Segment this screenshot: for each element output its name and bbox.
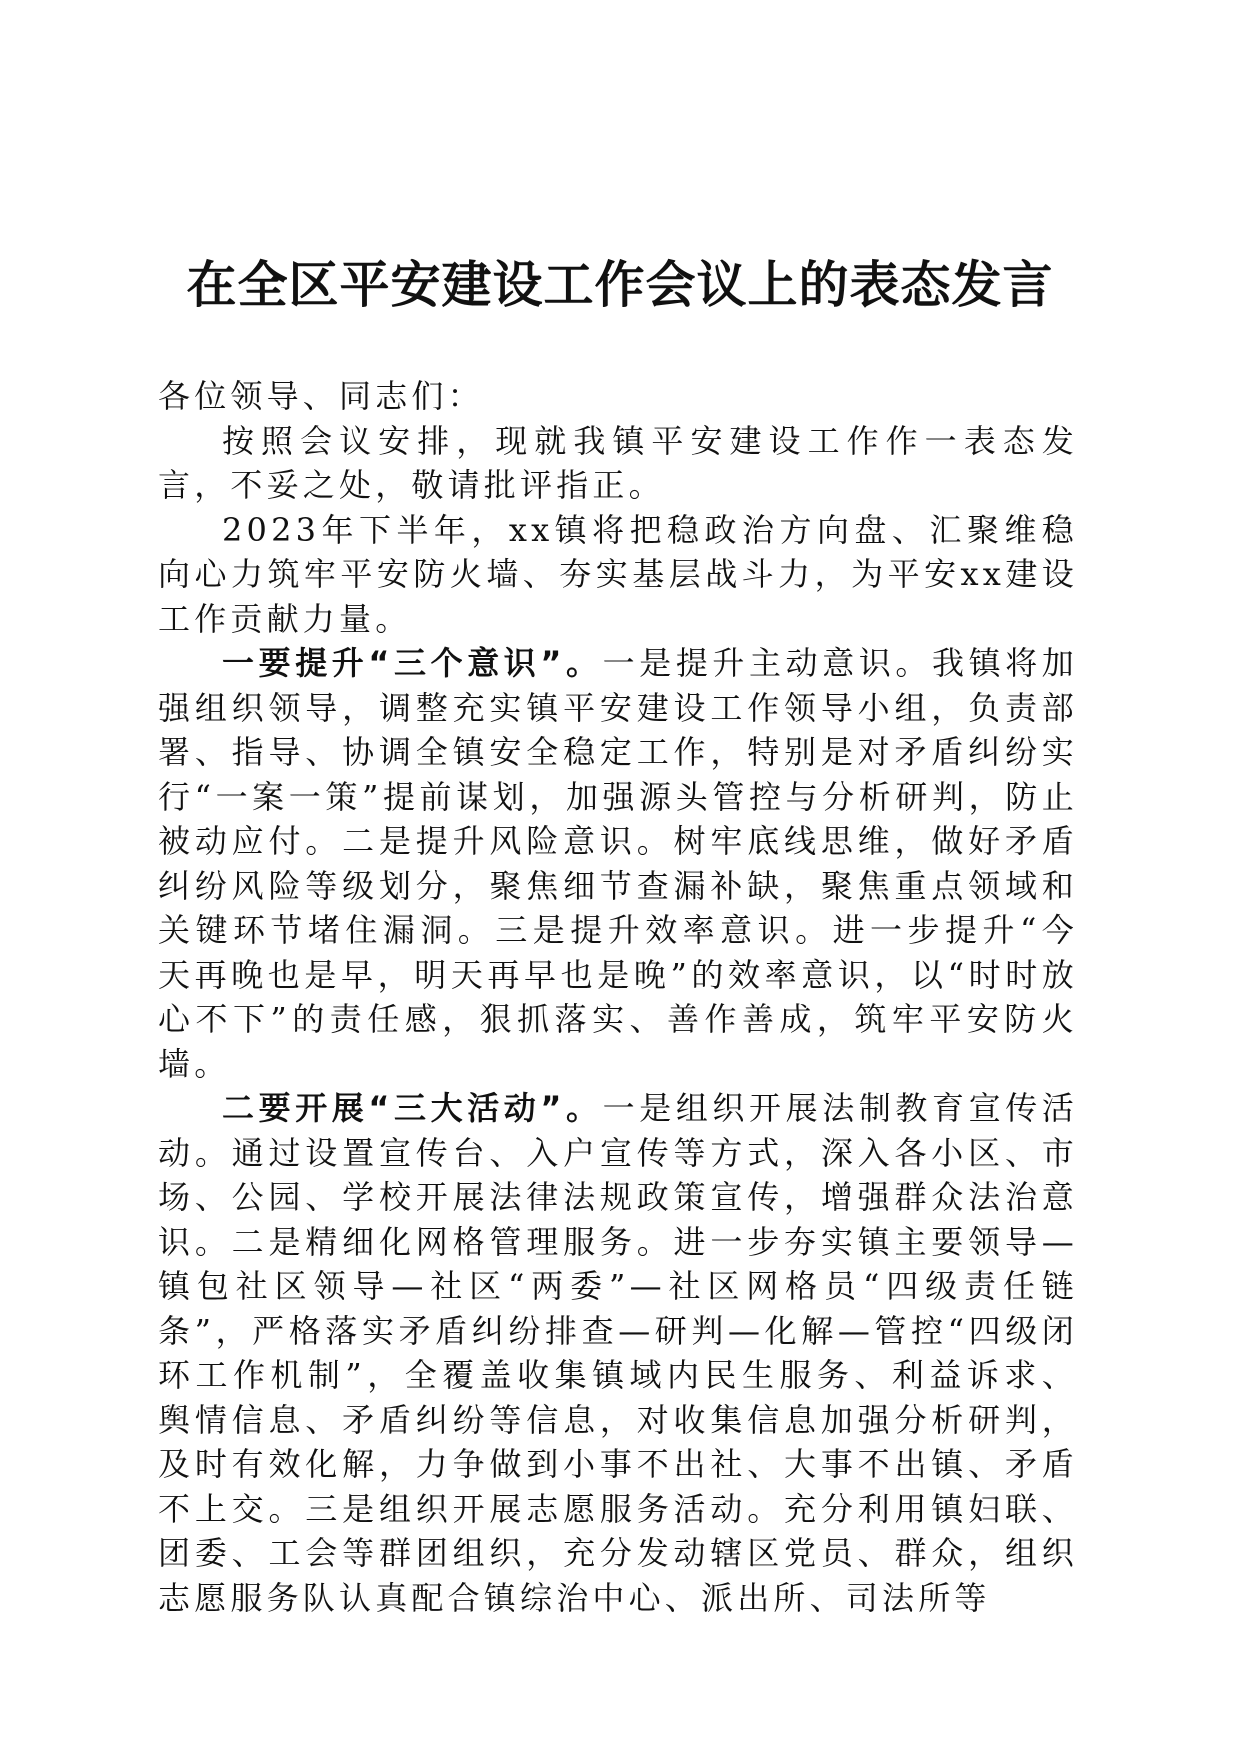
paragraph-three-awareness (158, 641, 1078, 1086)
paragraph-lead: 一要提升“三个意识”。 (222, 644, 603, 682)
paragraph-three-activities (158, 1086, 1078, 1620)
paragraph-text: 一是组织开展法制教育宣传活动。通过设置宣传台、入户宣传等方式，深入各小区、市场、公园、学校开展法律法规政策宣传，增强群众法治意识。二是精细化网格管理服务。进一步夯实镇主要领导—镇包社区领导—社区“两委”—社区网格员“四级责任链条”，严格落实矛盾纠纷排查—研判—化解—管控“四级闭环工作机制”，全覆盖收集镇域内民生服务、利益诉求、舆情信息、矛盾纠纷等信息，对收集信息加强分析研判，及时有效化解，力争做到小事不出社、大事不出镇、矛盾不上交。三是组织开展志愿服务活动。充分利用镇妇联、团委、工会等群团组织，充分发动辖区党员、群众，组织志愿服务队认真配合镇综治中心、派出所、司法所等 (158, 1089, 1079, 1617)
document-body (158, 374, 1078, 1620)
paragraph-text: 按照会议安排，现就我镇平安建设工作作一表态发言，不妥之处，敬请批评指正。 (158, 421, 1078, 504)
paragraph-overview (158, 508, 1078, 642)
paragraph-text: 一是提升主动意识。我镇将加强组织领导，调整充实镇平安建设工作领导小组，负责部署、指导、协调全镇安全稳定工作，特别是对矛盾纠纷实行“一案一策”提前谋划，加强源头管控与分析研判，防止被动应付。二是提升风险意识。树牢底线思维，做好矛盾纠纷风险等级划分，聚焦细节查漏补缺，聚焦重点领域和关键环节堵住漏洞。三是提升效率意识。进一步提升“今天再晚也是早，明天再早也是晚”的效率意识，以“时时放心不下”的责任感，狠抓落实、善作善成，筑牢平安防火墙。 (158, 644, 1079, 1083)
document-title: 在全区平安建设工作会议上的表态发言 (186, 255, 1054, 314)
salutation: 各位领导、同志们： (158, 377, 484, 415)
paragraph-text: 2023年下半年，xx镇将把稳政治方向盘、汇聚维稳向心力筑牢平安防火墙、夯实基层战斗力，为平安xx建设工作贡献力量。 (158, 510, 1078, 638)
paragraph-intro (158, 419, 1078, 508)
paragraph-lead: 二要开展“三大活动”。 (222, 1089, 603, 1127)
